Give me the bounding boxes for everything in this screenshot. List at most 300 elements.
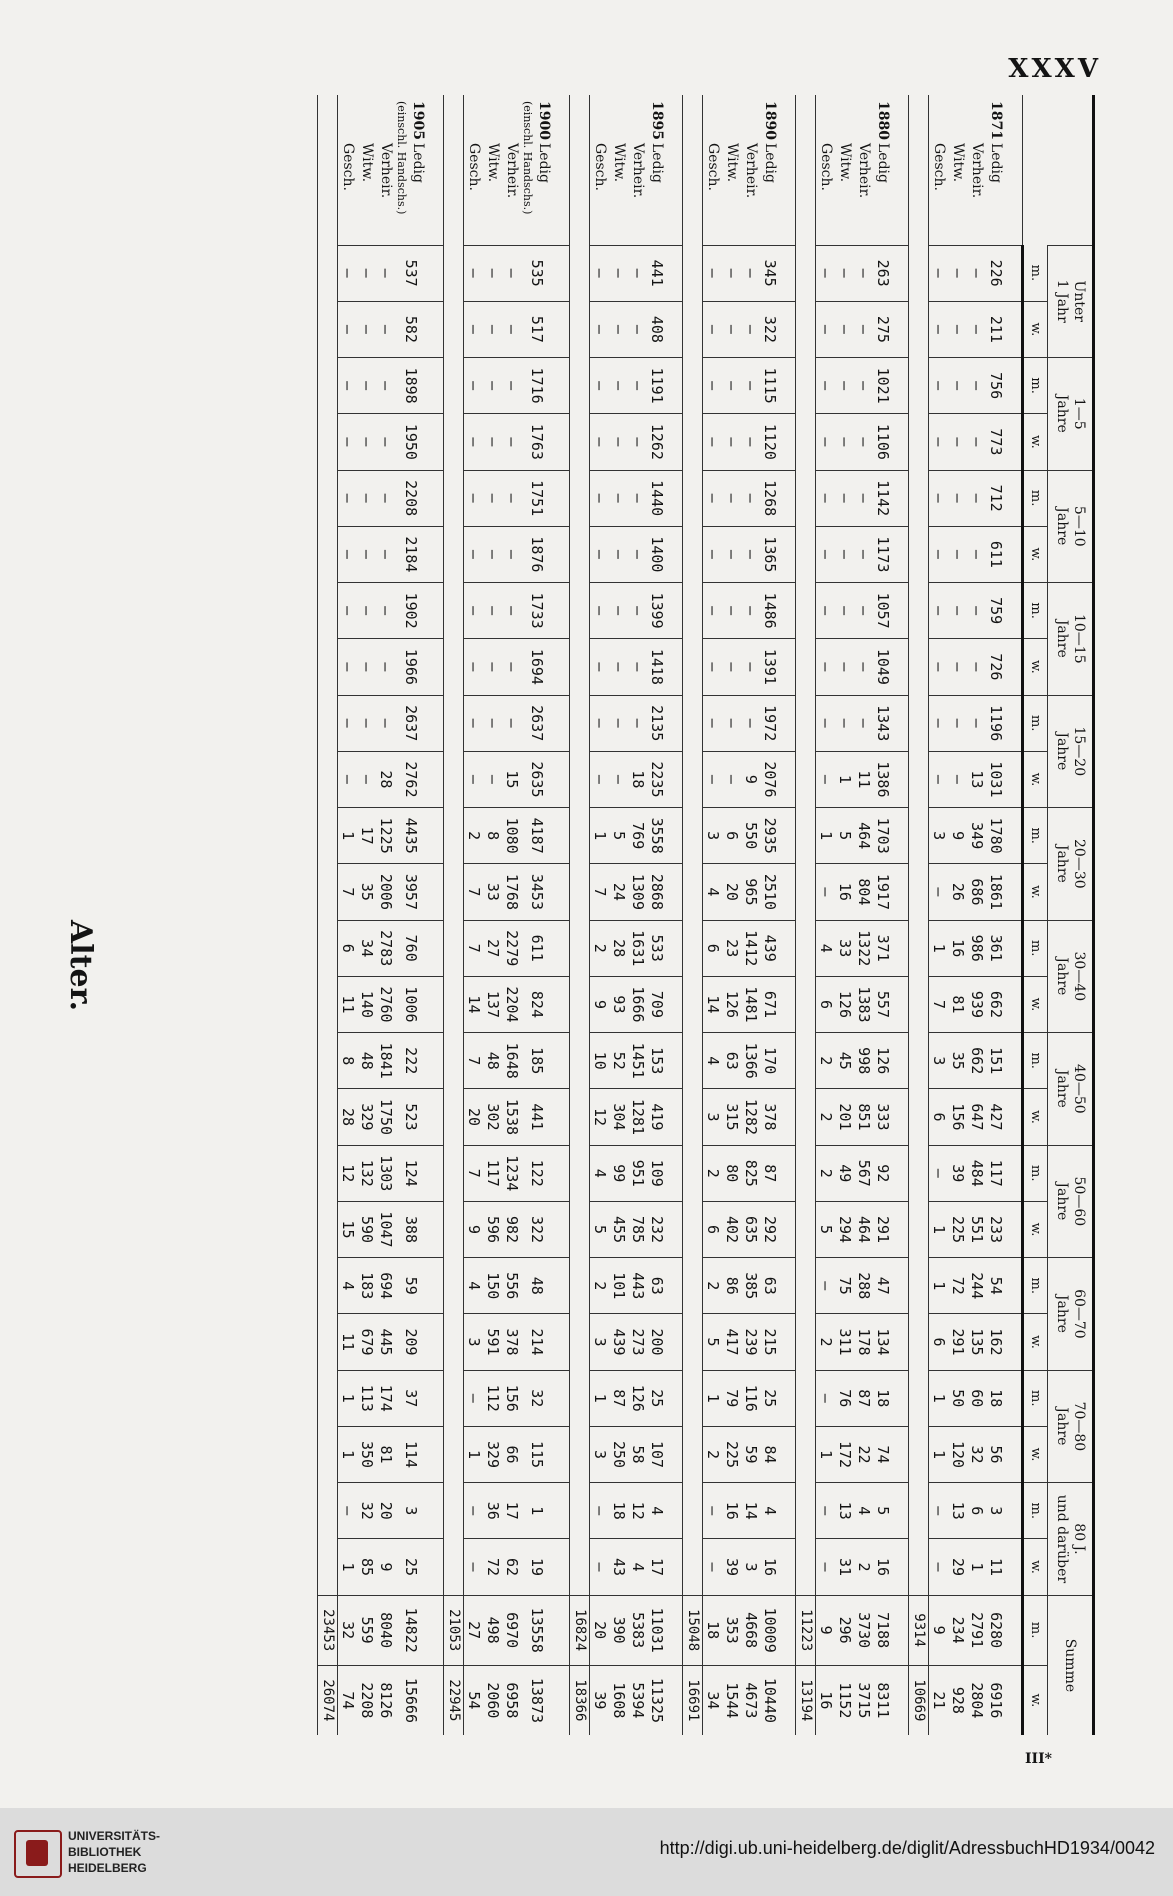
table-cell: 12 [590,1089,610,1145]
table-cell: 48 [483,1033,502,1089]
table-row [854,95,873,1735]
table-cell: 1386 [873,751,909,807]
table-cell: 32 [521,1370,570,1426]
sex-header-male: m. [1023,470,1048,526]
marital-status: Gesch. [705,143,721,191]
table-cell: 13558 [521,1595,570,1665]
table-cell: 7 [590,864,610,920]
total-male: 11223 [796,1595,816,1665]
table-cell: — [967,301,986,357]
sex-header-female: w. [1023,1314,1048,1370]
table-cell: 1538 [502,1089,521,1145]
table-cell: — [590,414,610,470]
table-cell: — [929,526,949,582]
table-cell: 29 [948,1539,967,1595]
table-cell: — [483,639,502,695]
table-cell: — [483,695,502,751]
table-cell: 439 [609,1314,628,1370]
table-cell: — [948,526,967,582]
table-cell: 6 [703,920,723,976]
age-group-range: 40—50 [1071,1064,1087,1114]
table-cell: 150 [483,1258,502,1314]
age-group-range: 70—80 [1071,1401,1087,1452]
table-cell: — [816,864,836,920]
table-cell: — [835,583,854,639]
table-cell: 183 [357,1258,376,1314]
table-cell: 427 [986,1089,1023,1145]
table-cell: 1 [929,1370,949,1426]
table-cell: 3730 [854,1595,873,1665]
table-cell: — [741,583,760,639]
table-cell: 1 [338,1426,358,1482]
library-name: UNIVERSITÄTS- BIBLIOTHEK HEIDELBERG [68,1829,161,1875]
total-female: 26074 [318,1665,338,1735]
table-cell: 117 [986,1145,1023,1201]
age-group-header [1048,1258,1094,1371]
table-cell: 329 [483,1426,502,1482]
table-cell: — [741,245,760,301]
table-row [741,95,760,1735]
sex-header-male: m. [1023,358,1048,414]
marital-status: Witw. [359,143,375,183]
table-cell: 1234 [502,1145,521,1201]
age-group-header [1048,470,1094,583]
table-cell: — [854,358,873,414]
table-cell: 567 [854,1145,873,1201]
table-cell: 13 [967,751,986,807]
table-cell: 773 [986,414,1023,470]
table-cell: — [722,358,741,414]
table-cell: 402 [722,1201,741,1257]
age-statistics-table [317,95,1095,1735]
table-cell: 2076 [760,751,796,807]
table-cell: — [609,245,628,301]
row-label [816,95,836,245]
table-cell: 3 [703,1089,723,1145]
table-cell: — [929,695,949,751]
table-cell: — [590,695,610,751]
table-cell: 662 [986,976,1023,1032]
table-cell: 5 [609,808,628,864]
table-cell: 1 [703,1370,723,1426]
table-cell: 8 [338,1033,358,1089]
table-cell: — [967,639,986,695]
table-cell: — [357,695,376,751]
age-group-range: 30—40 [1071,951,1087,1002]
table-cell: — [338,526,358,582]
table-cell: 1 [967,1539,986,1595]
table-cell: — [464,1483,484,1539]
table-cell: 611 [521,920,570,976]
table-cell: 4 [628,1539,647,1595]
table-row [502,95,521,1735]
table-cell: — [722,526,741,582]
table-cell: 120 [948,1426,967,1482]
table-cell: 18 [986,1370,1023,1426]
marital-status: Gesch. [592,143,608,191]
table-cell: 11325 [647,1665,683,1735]
table-cell: 2 [854,1539,873,1595]
table-cell: — [835,358,854,414]
table-cell: — [722,583,741,639]
age-group-header [1048,695,1094,808]
age-group-header [1048,583,1094,696]
table-cell: 517 [521,301,570,357]
table-cell: — [948,639,967,695]
rotated-table-container [95,95,1095,1735]
table-cell: 2762 [395,751,444,807]
table-cell: 115 [521,1426,570,1482]
table-cell: 1 [338,1539,358,1595]
sex-header-male: m. [1023,695,1048,751]
table-cell: 350 [357,1426,376,1482]
footer-bar [0,1808,1173,1896]
table-cell: 1282 [741,1089,760,1145]
table-cell: 14 [464,976,484,1032]
table-cell: 2 [703,1258,723,1314]
table-cell: — [948,245,967,301]
table-cell: 35 [357,864,376,920]
table-cell: — [854,414,873,470]
row-label [854,95,873,245]
table-cell: — [628,414,647,470]
table-cell: — [590,245,610,301]
table-cell: — [854,639,873,695]
table-cell: 408 [647,301,683,357]
total-female: 22945 [444,1665,464,1735]
table-cell: 6 [338,920,358,976]
age-group-unit: Jahre [1054,619,1070,658]
table-cell: 1440 [647,470,683,526]
table-cell: 3 [929,808,949,864]
table-cell: 1366 [741,1033,760,1089]
marital-status: Ledig [762,143,778,183]
table-cell: 464 [854,808,873,864]
table-cell: 31 [835,1539,854,1595]
table-cell: 239 [741,1314,760,1370]
sex-header-female: w. [1023,864,1048,920]
table-cell: — [609,583,628,639]
table-cell: 7 [464,920,484,976]
table-cell: 7 [929,976,949,1032]
table-cell: — [703,414,723,470]
table-cell: 647 [967,1089,986,1145]
census-year: 1900 [536,101,552,140]
table-cell: — [483,583,502,639]
table-cell: — [854,245,873,301]
table-cell: 611 [986,526,1023,582]
table-cell: — [357,639,376,695]
table-cell: 1006 [395,976,444,1032]
table-cell: 135 [967,1314,986,1370]
table-cell: 785 [628,1201,647,1257]
table-cell: — [948,301,967,357]
census-note: (einschl. Handschs.) [521,101,534,215]
table-cell: 3453 [521,864,570,920]
table-cell: — [703,695,723,751]
table-cell: — [483,751,502,807]
table-cell: 39 [948,1145,967,1201]
table-cell: — [741,639,760,695]
table-cell: 5 [703,1314,723,1370]
table-cell: 1031 [986,751,1023,807]
table-cell: 59 [395,1258,444,1314]
table-cell: 1898 [395,358,444,414]
table-cell: — [502,639,521,695]
table-cell: 9 [948,808,967,864]
table-cell: 54 [464,1665,484,1735]
table-cell: 56 [986,1426,1023,1482]
table-cell: — [338,639,358,695]
total-male: 23453 [318,1595,338,1665]
age-group-unit: Jahre [1054,507,1070,546]
table-cell: 48 [521,1258,570,1314]
age-group-header [1048,1033,1094,1146]
table-cell: 2868 [647,864,683,920]
table-cell: — [338,583,358,639]
table-cell: — [609,751,628,807]
table-cell: 3 [741,1539,760,1595]
table-cell: 76 [835,1370,854,1426]
library-logo-icon [14,1830,62,1878]
table-cell: 6 [967,1483,986,1539]
table-cell: — [628,695,647,751]
table-cell: 371 [873,920,909,976]
marital-status: Gesch. [931,143,947,191]
table-cell: 1 [338,1370,358,1426]
table-cell: 385 [741,1258,760,1314]
table-cell: — [835,695,854,751]
marital-status: Witw. [611,143,627,183]
table-cell: 28 [338,1089,358,1145]
table-cell: 537 [395,245,444,301]
table-cell: 635 [741,1201,760,1257]
marital-status: Verheir. [630,143,646,199]
age-group-header [1048,1370,1094,1483]
age-group-unit: Jahre [1054,732,1070,771]
table-cell: 1631 [628,920,647,976]
table-cell: 951 [628,1145,647,1201]
table-cell: 292 [760,1201,796,1257]
table-cell: 928 [948,1665,967,1735]
table-cell: 250 [609,1426,628,1482]
table-cell: 4 [590,1145,610,1201]
table-cell: 582 [395,301,444,357]
table-cell: 211 [986,301,1023,357]
table-cell: — [502,695,521,751]
total-row [318,95,338,1735]
table-cell: — [464,470,484,526]
table-cell: 33 [483,864,502,920]
table-cell: 156 [502,1370,521,1426]
table-cell: 2935 [760,808,796,864]
table-cell: 156 [948,1089,967,1145]
table-cell: — [816,751,836,807]
table-cell: — [967,414,986,470]
row-label [502,95,521,245]
table-cell: — [376,526,395,582]
table-cell: 965 [741,864,760,920]
sex-header-male: m. [1023,1033,1048,1089]
table-cell: 60 [967,1370,986,1426]
table-cell: 756 [986,358,1023,414]
row-label [741,95,760,245]
table-cell: 2135 [647,695,683,751]
table-body [318,95,1023,1735]
table-cell: 1 [590,1370,610,1426]
table-cell: — [628,526,647,582]
table-cell: 10 [590,1033,610,1089]
table-cell: — [722,245,741,301]
row-label [483,95,502,245]
table-cell: 93 [609,976,628,1032]
table-cell: — [703,245,723,301]
table-cell: 291 [948,1314,967,1370]
table-cell: 760 [395,920,444,976]
table-cell: — [338,414,358,470]
table-cell: 349 [967,808,986,864]
total-male: 9314 [909,1595,929,1665]
table-row [873,95,909,1735]
table-cell: — [816,695,836,751]
table-cell: 225 [948,1201,967,1257]
age-group-unit: Jahre [1054,1294,1070,1333]
table-cell: — [741,301,760,357]
row-label [338,95,358,245]
table-cell: — [967,358,986,414]
table-cell: — [464,414,484,470]
table-cell: 35 [948,1033,967,1089]
table-cell: — [835,414,854,470]
table-cell: — [816,245,836,301]
row-label [873,95,909,245]
table-cell: 11031 [647,1595,683,1665]
table-cell: 484 [967,1145,986,1201]
table-cell: 3 [590,1426,610,1482]
table-cell: 1841 [376,1033,395,1089]
table-cell: 225 [722,1426,741,1482]
table-row [395,95,444,1735]
table-cell: 1 [338,808,358,864]
table-cell: — [483,470,502,526]
age-group-header [1048,1483,1094,1596]
table-cell: 109 [647,1145,683,1201]
row-label [835,95,854,245]
table-cell: 28 [609,920,628,976]
table-cell: 6 [929,1314,949,1370]
table-cell: 3 [929,1033,949,1089]
table-cell: — [948,695,967,751]
table-cell: 1 [590,808,610,864]
table-cell: 390 [609,1595,628,1665]
table-cell: 1481 [741,976,760,1032]
table-cell: 294 [835,1201,854,1257]
table-cell: 107 [647,1426,683,1482]
table-cell: 291 [873,1201,909,1257]
table-cell: 3 [986,1483,1023,1539]
table-cell: 87 [760,1145,796,1201]
table-cell: 302 [483,1089,502,1145]
table-cell: 2208 [395,470,444,526]
table-cell: 1120 [760,414,796,470]
table-cell: — [741,526,760,582]
table-cell: 671 [760,976,796,1032]
table-cell: 1049 [873,639,909,695]
table-cell: 1173 [873,526,909,582]
table-cell: 6 [703,1201,723,1257]
table-cell: 3 [590,1314,610,1370]
table-cell: 712 [986,470,1023,526]
table-cell: — [464,583,484,639]
table-cell: 726 [986,639,1023,695]
table-cell: 162 [986,1314,1023,1370]
table-cell: 81 [948,976,967,1032]
table-cell: 140 [357,976,376,1032]
table-cell: 9 [464,1201,484,1257]
table-cell: 15 [502,751,521,807]
table-cell: 209 [395,1314,444,1370]
table-cell: — [741,414,760,470]
table-cell: — [628,301,647,357]
table-cell: 3957 [395,864,444,920]
marital-status: Verheir. [856,143,872,199]
table-cell: — [628,245,647,301]
table-cell: 37 [395,1370,444,1426]
table-row [647,95,683,1735]
sex-header-female: w. [1023,976,1048,1032]
table-cell: 19 [521,1539,570,1595]
table-cell: 1544 [722,1665,741,1735]
table-cell: — [703,358,723,414]
table-cell: 825 [741,1145,760,1201]
table-cell: — [948,583,967,639]
table-cell: 535 [521,245,570,301]
table-cell: 590 [357,1201,376,1257]
table-cell: 4 [854,1483,873,1539]
table-cell: — [590,639,610,695]
table-cell: — [929,301,949,357]
table-cell: 388 [395,1201,444,1257]
table-cell: 1343 [873,695,909,751]
table-cell: — [967,583,986,639]
table-cell: 1225 [376,808,395,864]
table-cell: — [357,751,376,807]
age-group-range: 80 J. [1071,1523,1087,1555]
table-cell: — [703,1539,723,1595]
total-male: 16824 [570,1595,590,1665]
table-cell: — [948,358,967,414]
age-group-unit: Jahre [1054,844,1070,883]
table-cell: 74 [338,1665,358,1735]
sex-header-female: w. [1023,301,1048,357]
table-cell: 417 [722,1314,741,1370]
source-url-link[interactable]: http://digi.ub.uni-heidelberg.de/diglit/AdressbuchHD1934/0042 [659,1838,1155,1858]
sex-header-female: w. [1023,1201,1048,1257]
table-cell: 686 [967,864,986,920]
table-cell: 20 [722,864,741,920]
age-group-unit: Jahre [1054,1182,1070,1221]
table-cell: — [338,358,358,414]
table-cell: 1902 [395,583,444,639]
age-group-range: 20—30 [1071,839,1087,889]
table-cell: 263 [873,245,909,301]
table-cell: 85 [357,1539,376,1595]
table-cell: 1 [835,751,854,807]
age-group-header [1048,1145,1094,1258]
table-cell: 6970 [502,1595,521,1665]
table-cell: — [464,358,484,414]
table-row [521,95,570,1735]
